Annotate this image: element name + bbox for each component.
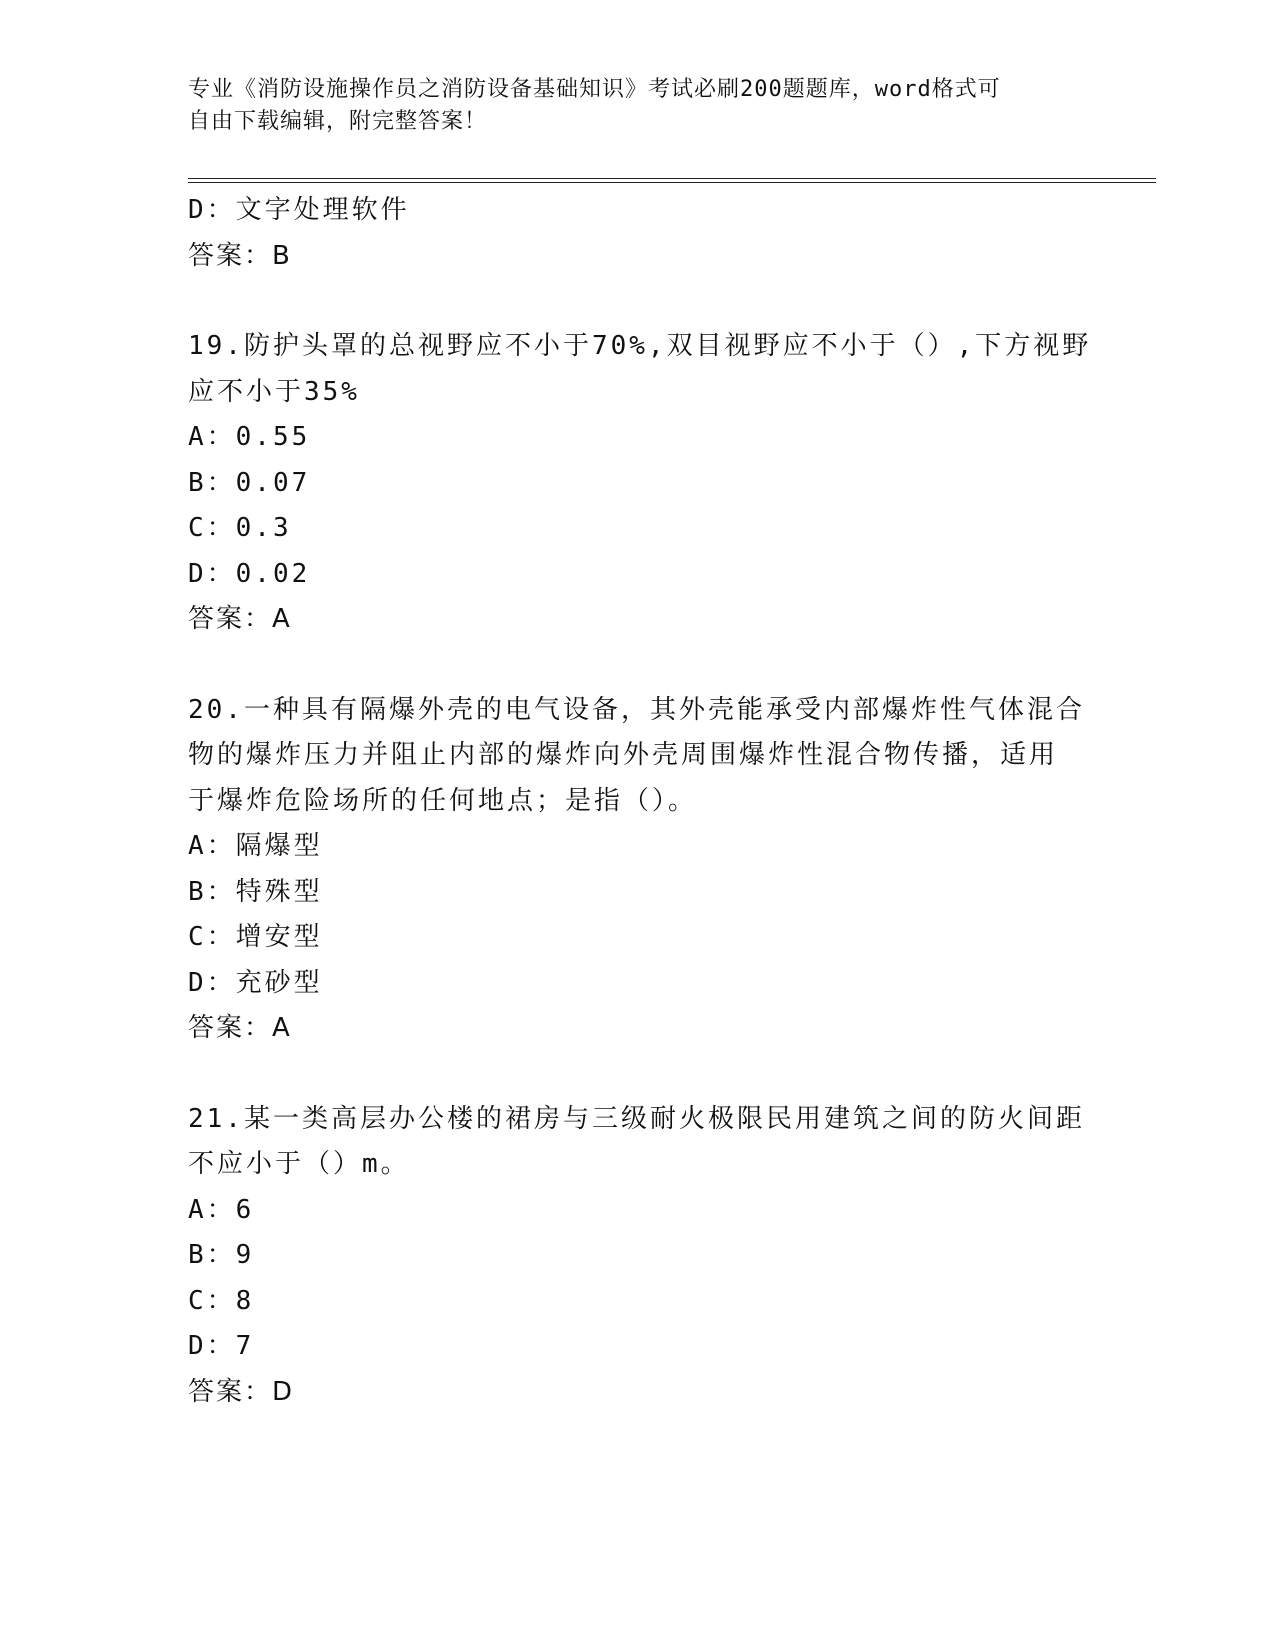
question-stem-line: 不应小于（）m。: [188, 1149, 410, 1179]
option-a: A：0.55: [188, 422, 311, 452]
option-c: C：0.3: [188, 513, 292, 543]
previous-question-tail: [188, 188, 1088, 279]
header-line-2: 自由下载编辑，附完整答案！: [188, 109, 488, 134]
option-d: D：0.02: [188, 558, 311, 589]
option-d: D：7: [188, 1331, 255, 1361]
answer: 答案：B: [188, 240, 292, 271]
question-stem-line: 19.防护头罩的总视野应不小于70%,双目视野应不小于（）,下方视野: [188, 331, 1092, 361]
question-stem-line: 应不小于35%: [188, 376, 360, 407]
question-stem-line: 20.一种具有隔爆外壳的电气设备，其外壳能承受内部爆炸性气体混合: [188, 694, 1085, 725]
option-d: D：充砂型: [188, 967, 323, 998]
question-stem-line: 21.某一类高层办公楼的裙房与三级耐火极限民用建筑之间的防火间距: [188, 1103, 1085, 1134]
option-b: B：特殊型: [188, 876, 323, 907]
answer: 答案：D: [188, 1376, 295, 1407]
document-body: [188, 188, 1092, 1415]
option-b: B：0.07: [188, 467, 311, 498]
header-divider-top: [188, 178, 1156, 179]
option-a: A：隔爆型: [188, 831, 323, 861]
header-line-1: 专业《消防设施操作员之消防设备基础知识》考试必刷200题题库，word格式可: [188, 77, 1001, 102]
question-20: [188, 688, 1088, 1052]
header-divider-bottom: [188, 182, 1156, 183]
question-21: [188, 1097, 1088, 1416]
question-stem-line: 物的爆炸压力并阻止内部的爆炸向外壳周围爆炸性混合物传播，适用: [188, 740, 1059, 770]
question-19: [188, 324, 1092, 643]
answer: 答案：A: [188, 604, 292, 634]
option-d: D：文字处理软件: [188, 195, 410, 225]
option-c: C：8: [188, 1285, 255, 1316]
answer: 答案：A: [188, 1013, 292, 1043]
question-stem-line: 于爆炸危险场所的任何地点；是指（）。: [188, 785, 698, 816]
option-b: B：9: [188, 1240, 255, 1270]
option-c: C：增安型: [188, 922, 323, 952]
page-header: [188, 74, 1068, 138]
option-a: A：6: [188, 1194, 255, 1225]
